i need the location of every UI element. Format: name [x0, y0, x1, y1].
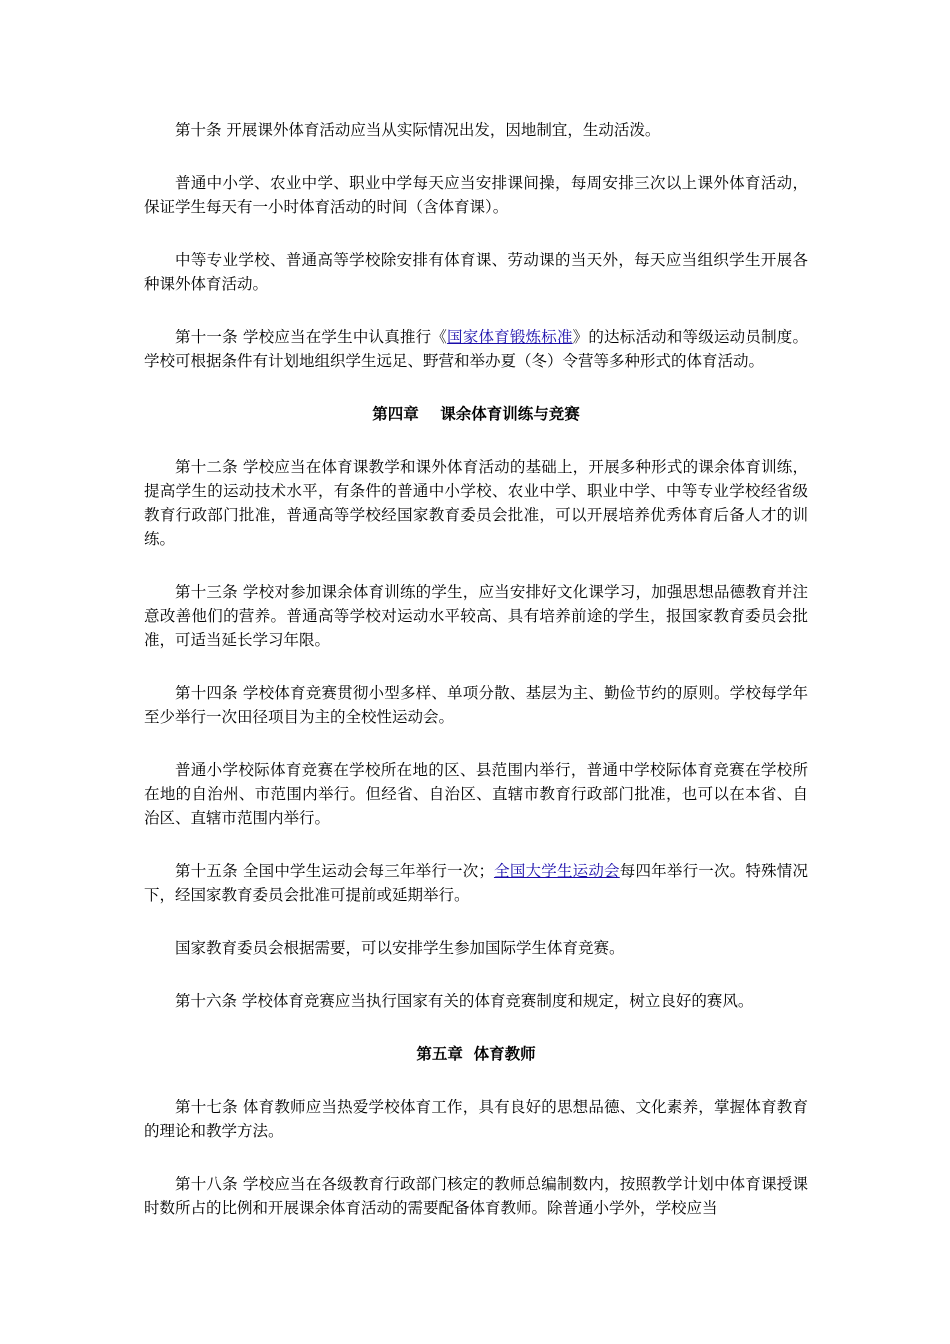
article-10-paragraph-2: 普通中小学、农业中学、职业中学每天应当安排课间操，每周安排三次以上课外体育活动，保证学生每天有一小时体育活动的时间（含体育课）。 — [144, 174, 808, 216]
article-10-paragraph-3: 中等专业学校、普通高等学校除安排有体育课、劳动课的当天外，每天应当组织学生开展各种课外体育活动。 — [144, 251, 808, 293]
article-15-text-before: 第十五条 全国中学生运动会每三年举行一次； — [175, 862, 494, 880]
article-10-paragraph: 第十条 开展课外体育活动应当从实际情况出发，因地制宜，生动活泼。 — [175, 121, 661, 139]
article-12-paragraph: 第十二条 学校应当在体育课教学和课外体育活动的基础上，开展多种形式的课余体育训练，提高学生的运动技术水平，有条件的普通中小学校、农业中学、职业中学、中等专业学校经省级教育行政部门批准，普通高等学校经国家教育委员会批准，可以开展培养优秀体育后备人才的训练。 — [144, 458, 808, 548]
article-14-paragraph-2: 普通小学校际体育竞赛在学校所在地的区、县范围内举行，普通中学校际体育竞赛在学校所在地的自治州、市范围内举行。但经省、自治区、直辖市教育行政部门批准，也可以在本省、自治区、直辖市范围内举行。 — [144, 761, 808, 827]
chapter-4-heading: 第四章 课余体育训练与竞赛 — [372, 404, 580, 423]
article-15-paragraph-2: 国家教育委员会根据需要，可以安排学生参加国际学生体育竞赛。 — [175, 939, 625, 957]
article-11-text-after: 》的达标活动和等级运动员制度。学校可根据条件有计划地组织学生远足、野营和举办夏（冬）令营等多种形式的体育活动。 — [144, 328, 808, 370]
article-14-paragraph: 第十四条 学校体育竞赛贯彻小型多样、单项分散、基层为主、勤俭节约的原则。学校每学年至少举行一次田径项目为主的全校性运动会。 — [144, 684, 808, 726]
national-fitness-standard-link[interactable]: 国家体育锻炼标准 — [447, 328, 573, 346]
article-13-paragraph: 第十三条 学校对参加课余体育训练的学生，应当安排好文化课学习，加强思想品德教育并注意改善他们的营养。普通高等学校对运动水平较高、具有培养前途的学生，报国家教育委员会批准，可适当延长学习年限。 — [144, 583, 808, 649]
article-11-text-before: 第十一条 学校应当在学生中认真推行《 — [175, 328, 448, 346]
article-18-paragraph: 第十八条 学校应当在各级教育行政部门核定的教师总编制数内，按照教学计划中体育课授课时数所占的比例和开展课余体育活动的需要配备体育教师。除普通小学外，学校应当 — [144, 1175, 808, 1217]
national-university-games-link[interactable]: 全国大学生运动会 — [493, 862, 620, 880]
article-16-paragraph: 第十六条 学校体育竞赛应当执行国家有关的体育竞赛制度和规定，树立良好的赛风。 — [175, 992, 754, 1010]
article-15-text-after: 每四年举行一次。特殊情况下，经国家教育委员会批准可提前或延期举行。 — [144, 862, 808, 904]
article-15-paragraph — [144, 859, 808, 907]
chapter-5-heading: 第五章 体育教师 — [416, 1044, 536, 1063]
article-11-paragraph — [144, 325, 808, 373]
article-17-paragraph: 第十七条 体育教师应当热爱学校体育工作，具有良好的思想品德、文化素养，掌握体育教育的理论和教学方法。 — [144, 1098, 808, 1140]
document-body — [144, 118, 808, 1249]
